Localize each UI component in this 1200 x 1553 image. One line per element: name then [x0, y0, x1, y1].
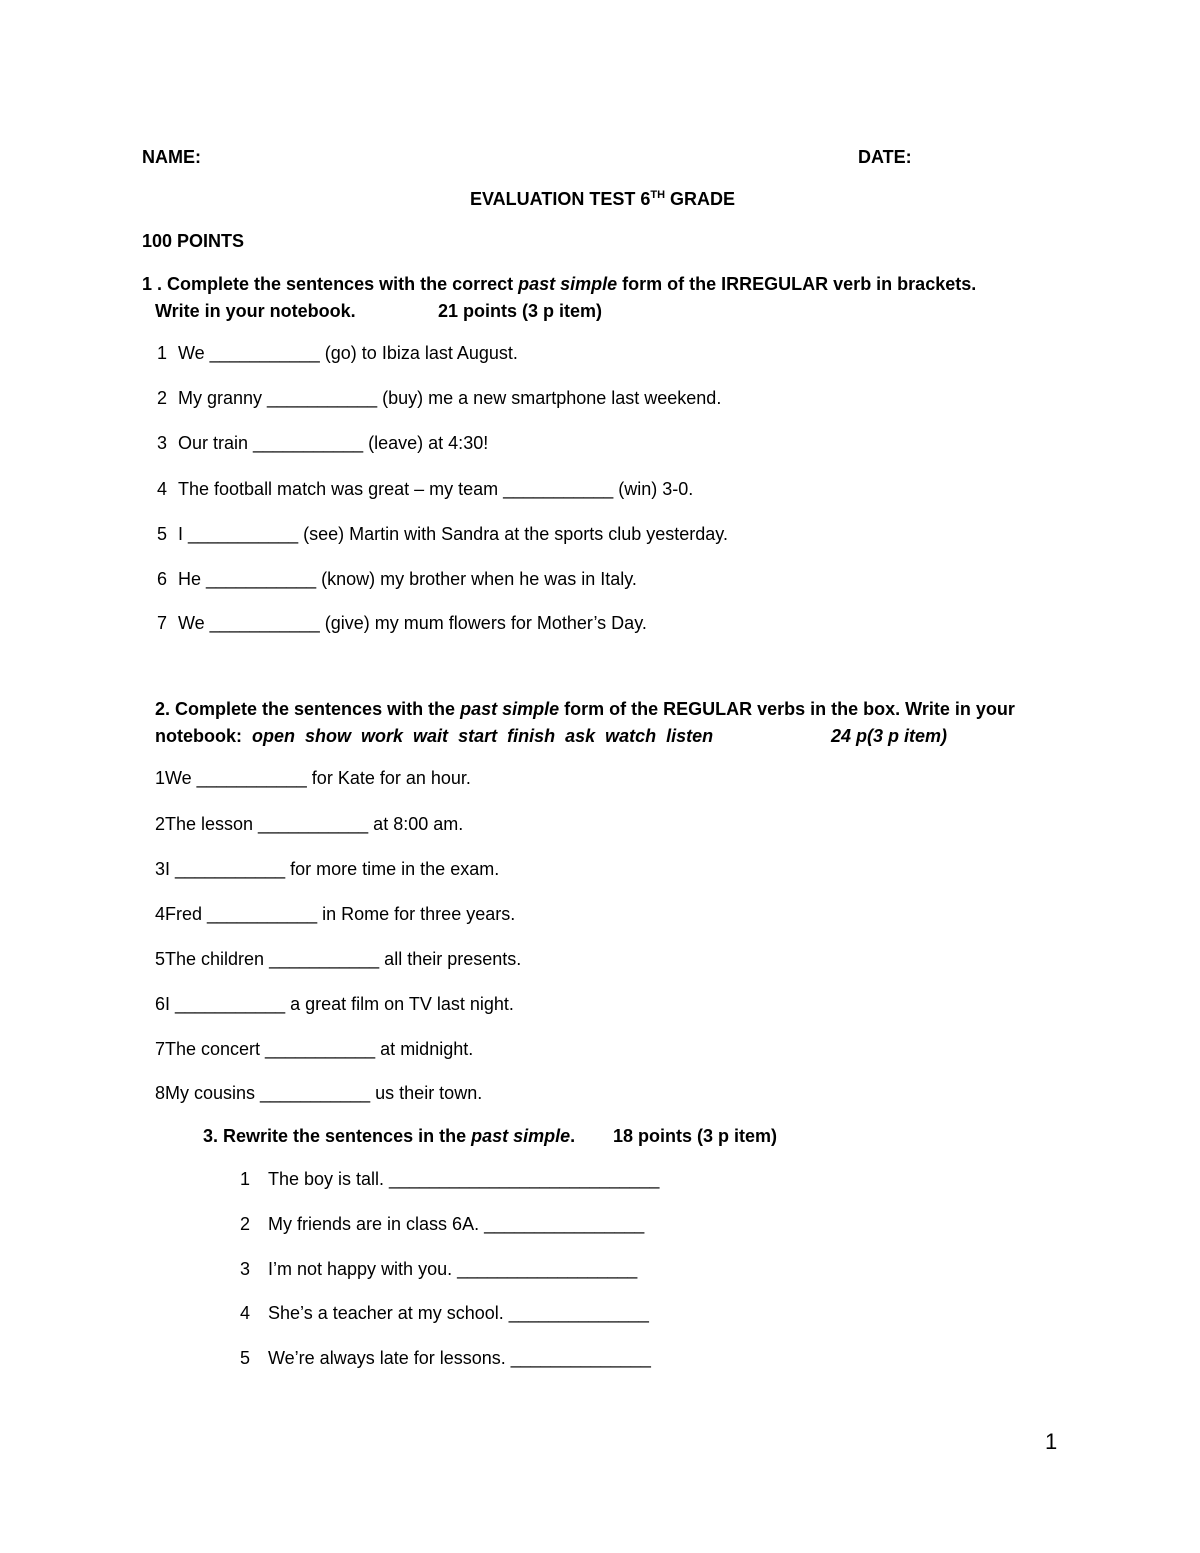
- section2-item: 6I ___________ a great film on TV last night.: [155, 994, 514, 1014]
- section2-item: 3I ___________ for more time in the exam.: [155, 859, 500, 879]
- section2-item: 2The lesson ___________ at 8:00 am.: [155, 814, 464, 834]
- page-number: 1: [1045, 1429, 1058, 1454]
- section1-item-text: My granny ___________ (buy) me a new smartphone last weekend.: [178, 388, 722, 408]
- section1-item-number: 1: [157, 343, 168, 363]
- total-points: 100 POINTS: [142, 231, 245, 251]
- section3-item-text: My friends are in class 6A. ________________: [268, 1214, 645, 1234]
- section1-item-number: 3: [157, 433, 168, 453]
- section1-item-number: 2: [157, 388, 168, 408]
- section3-points: 18 points (3 p item): [613, 1126, 778, 1146]
- section3-item-number: 1: [240, 1169, 251, 1189]
- verb-word: work: [361, 726, 404, 746]
- verb-word: watch: [605, 726, 657, 746]
- verb-word: start: [458, 726, 498, 746]
- section2-item: 5The children ___________ all their presents.: [155, 949, 522, 969]
- date-label: DATE:: [858, 147, 912, 167]
- section1-instruction: 1 . Complete the sentences with the correct past simple form of the IRREGULAR verb in brackets.: [142, 274, 977, 294]
- section1-item-text: I ___________ (see) Martin with Sandra at the sports club yesterday.: [178, 524, 728, 544]
- section2-points: 24 p(3 p item): [831, 726, 948, 746]
- section2-notebook: notebook: open show work wait start finish ask watch listen: [155, 725, 723, 747]
- section1-item-text: The football match was great – my team ___________ (win) 3-0.: [178, 479, 694, 499]
- section2-instruction: 2. Complete the sentences with the past simple form of the REGULAR verbs in the box. Write in your: [155, 699, 1015, 719]
- verb-word: show: [305, 726, 352, 746]
- section1-item-text: He ___________ (know) my brother when he was in Italy.: [178, 569, 637, 589]
- section3-item-text: I’m not happy with you. __________________: [268, 1259, 638, 1279]
- section3-item-number: 4: [240, 1303, 251, 1323]
- section3-item-number: 3: [240, 1259, 251, 1279]
- section1-notebook: Write in your notebook.: [155, 301, 356, 321]
- section3-item-text: She’s a teacher at my school. ______________: [268, 1303, 649, 1323]
- name-label: NAME:: [142, 147, 201, 167]
- section1-points: 21 points (3 p item): [438, 301, 603, 321]
- verb-word: listen: [666, 726, 714, 746]
- section3-item-number: 5: [240, 1348, 251, 1368]
- section2-item: 1We ___________ for Kate for an hour.: [155, 768, 471, 788]
- section1-item-text: Our train ___________ (leave) at 4:30!: [178, 433, 489, 453]
- section1-item-number: 6: [157, 569, 168, 589]
- section1-item-text: We ___________ (go) to Ibiza last August.: [178, 343, 518, 363]
- section1-item-text: We ___________ (give) my mum flowers for Mother’s Day.: [178, 613, 647, 633]
- section2-item: 7The concert ___________ at midnight.: [155, 1039, 474, 1059]
- section3-instruction: 3. Rewrite the sentences in the past simple.: [203, 1126, 576, 1146]
- section2-item: 8My cousins ___________ us their town.: [155, 1083, 483, 1103]
- section1-item-number: 7: [157, 613, 168, 633]
- verb-word: finish: [507, 726, 556, 746]
- verb-word: open: [252, 726, 296, 746]
- verb-box: [252, 726, 723, 746]
- page-title: EVALUATION TEST 6TH GRADE: [470, 189, 736, 209]
- section2-item: 4Fred ___________ in Rome for three years.: [155, 904, 516, 924]
- section1-item-number: 4: [157, 479, 168, 499]
- section1-item-number: 5: [157, 524, 168, 544]
- section3-item-text: We’re always late for lessons. ______________: [268, 1348, 651, 1368]
- verb-word: ask: [565, 726, 596, 746]
- section3-item-text: The boy is tall. ___________________________: [268, 1169, 660, 1189]
- verb-word: wait: [413, 726, 449, 746]
- section3-item-number: 2: [240, 1214, 251, 1234]
